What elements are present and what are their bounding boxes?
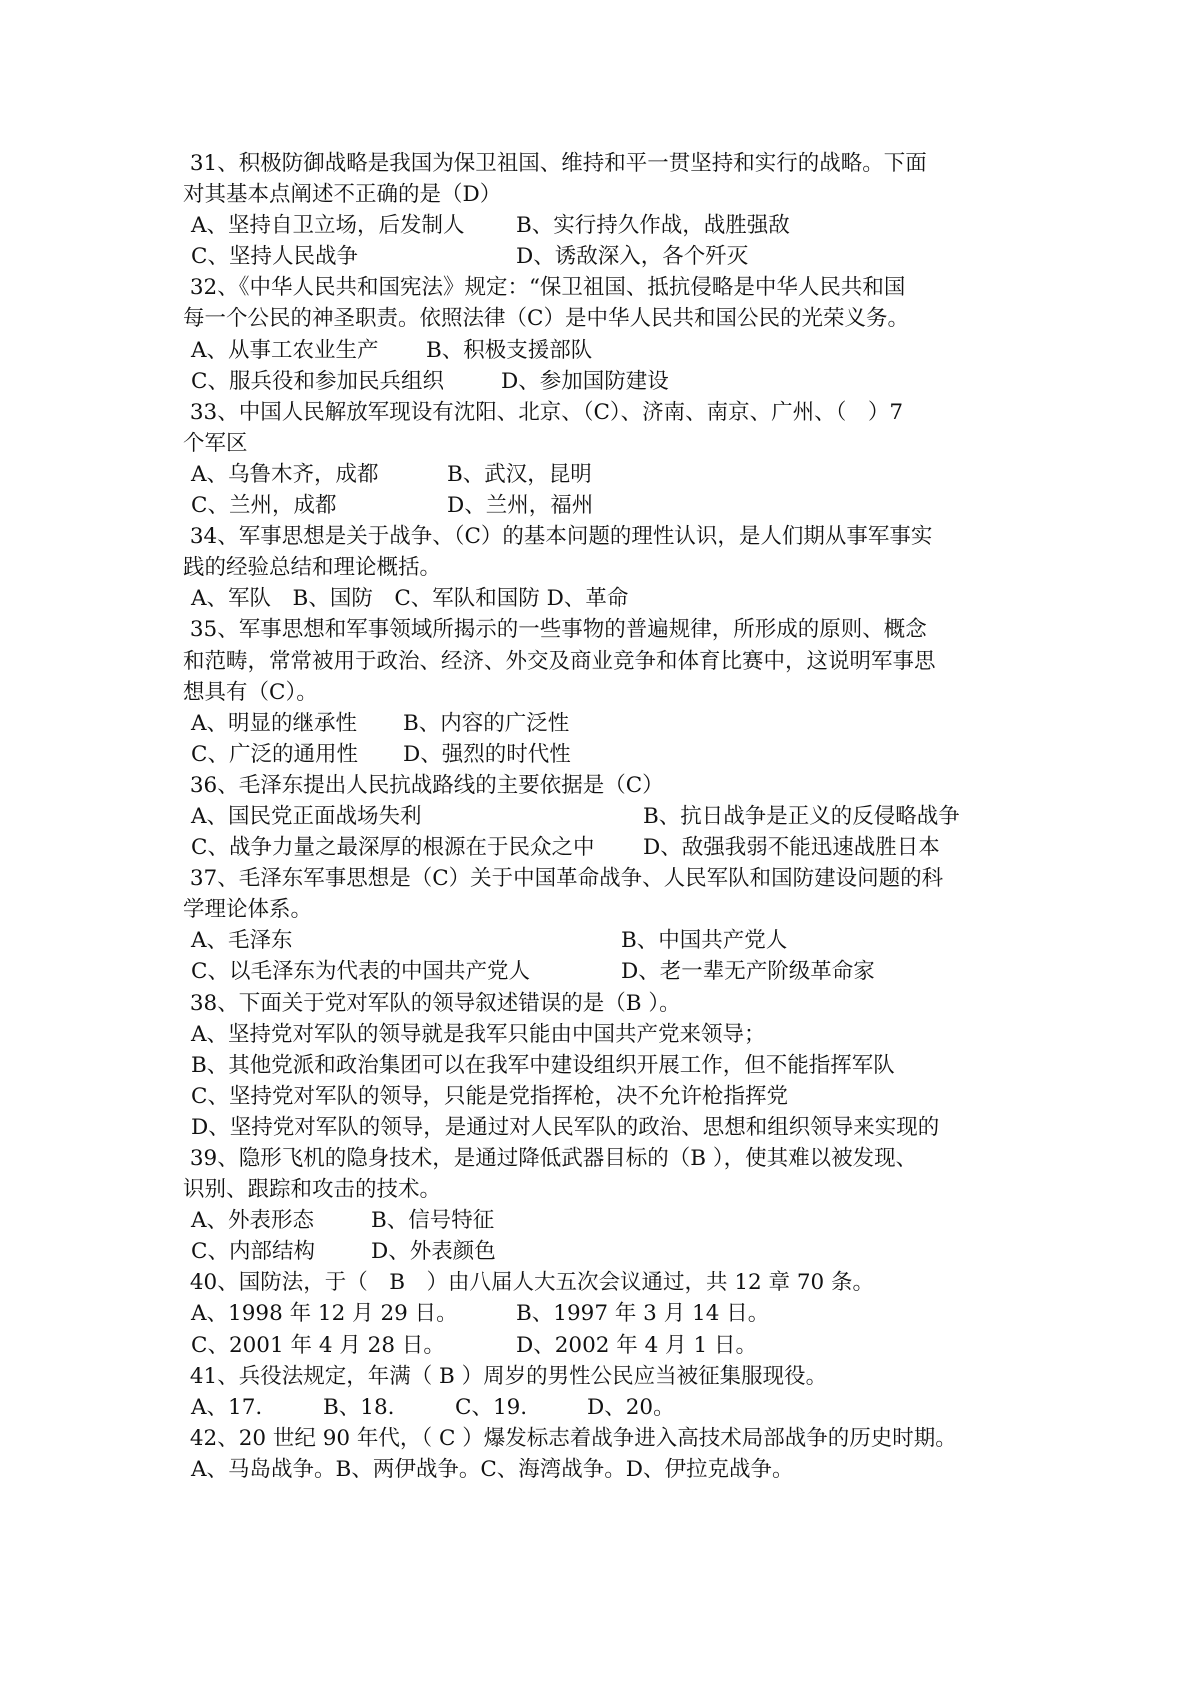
question-37-options-row-2 <box>183 956 1033 987</box>
option-c: C、服兵役和参加民兵组织 <box>191 368 444 394</box>
option-b: B、积极支援部队 <box>426 337 593 363</box>
question-37-line-1: 37、毛泽东军事思想是（C）关于中国革命战争、人民军队和国防建设问题的科 <box>183 866 944 892</box>
question-32-line-1: 32、《中华人民共和国宪法》规定：“保卫祖国、抵抗侵略是中华人民共和国 <box>183 275 906 301</box>
question-36-options-row-2 <box>183 832 1033 863</box>
option-d: D、2002 年 4 月 1 日。 <box>516 1332 757 1358</box>
option-a: A、17. <box>191 1394 263 1420</box>
option-c: C、内部结构 <box>191 1239 315 1265</box>
question-31-options-row-1 <box>183 210 1033 241</box>
option-d: D、老一辈无产阶级革命家 <box>621 959 875 985</box>
question-33-options-row-2 <box>183 490 1033 521</box>
option-c: C、以毛泽东为代表的中国共产党人 <box>191 959 530 985</box>
question-32-line-2: 每一个公民的神圣职责。依照法律（C）是中华人民共和国公民的光荣义务。 <box>183 306 909 332</box>
question-34-options: A、军队 B、国防 C、军队和国防 D、革命 <box>191 586 629 612</box>
question-36-line-1: 36、毛泽东提出人民抗战路线的主要依据是（C） <box>183 772 664 798</box>
option-d: D、参加国防建设 <box>501 368 669 394</box>
question-32-options-row-1 <box>183 335 1033 366</box>
question-39-line-1: 39、隐形飞机的隐身技术，是通过降低武器目标的（B ），使其难以被发现、 <box>183 1146 918 1171</box>
option-a: A、明显的继承性 <box>191 710 358 736</box>
option-a: A、外表形态 <box>191 1208 315 1234</box>
option-d: D、强烈的时代性 <box>403 741 571 767</box>
question-37-options-row-1 <box>183 925 1033 956</box>
question-40-options-row-1 <box>183 1298 1033 1329</box>
option-a: A、坚持自卫立场，后发制人 <box>191 213 465 239</box>
question-41-options <box>183 1392 1033 1423</box>
option-b: B、中国共产党人 <box>621 928 788 954</box>
option-a: A、毛泽东 <box>191 928 293 954</box>
question-33-options-row-1 <box>183 459 1033 490</box>
question-38-line-1: 38、下面关于党对军队的领导叙述错误的是（B ）。 <box>183 990 681 1016</box>
option-a: A、从事工农业生产 <box>191 337 379 363</box>
option-b: B、1997 年 3 月 14 日。 <box>516 1301 770 1327</box>
option-d: D、兰州，福州 <box>447 493 594 519</box>
question-36-options-row-1 <box>183 801 1033 832</box>
option-d: D、坚持党对军队的领导，是通过对人民军队的政治、思想和组织领导来实现的 <box>191 1114 940 1140</box>
question-37-line-2: 学理论体系。 <box>183 897 313 923</box>
question-34-line-1: 34、军事思想是关于战争、（C）的基本问题的理性认识，是人们期从事军事实 <box>183 524 933 550</box>
option-b: B、18. <box>323 1394 395 1420</box>
question-39-line-2: 识别、跟踪和攻击的技术。 <box>183 1177 442 1203</box>
option-c: C、坚持党对军队的领导，只能是党指挥枪，决不允许枪指挥党 <box>191 1083 788 1109</box>
question-31-line-2: 对其基本点阐述不正确的是（D） <box>183 182 502 208</box>
option-d: D、外表颜色 <box>371 1239 496 1265</box>
option-d: D、20。 <box>587 1394 675 1420</box>
question-41-line-1: 41、兵役法规定，年满（ B ）周岁的男性公民应当被征集服现役。 <box>183 1363 828 1389</box>
option-c: C、19. <box>455 1394 528 1420</box>
option-b: B、武汉，昆明 <box>447 461 592 487</box>
option-b: B、抗日战争是正义的反侵略战争 <box>643 803 960 829</box>
question-39-options-row-1 <box>183 1205 1033 1236</box>
question-31-options-row-2 <box>183 241 1033 272</box>
option-b: B、信号特征 <box>371 1208 495 1234</box>
option-d: D、敌强我弱不能迅速战胜日本 <box>643 835 940 861</box>
option-c: C、坚持人民战争 <box>191 244 358 270</box>
option-a: A、坚持党对军队的领导就是我军只能由中国共产党来领导； <box>191 1021 766 1047</box>
question-33-line-2: 个军区 <box>183 430 248 456</box>
question-35-options-row-2 <box>183 739 1033 770</box>
question-40-line-1: 40、国防法，于（ B ）由八届人大五次会议通过，共 12 章 70 条。 <box>183 1270 875 1296</box>
option-b: B、实行持久作战，战胜强敌 <box>516 213 790 239</box>
question-31-line-1: 31、积极防御战略是我国为保卫祖国、维持和平一贯坚持和实行的战略。下面 <box>183 151 927 176</box>
option-a: A、国民党正面战场失利 <box>191 803 422 829</box>
question-35-line-2: 和范畴，常常被用于政治、经济、外交及商业竞争和体育比赛中，这说明军事思 <box>183 648 936 674</box>
question-42-options: A、马岛战争。B、两伊战争。C、海湾战争。D、伊拉克战争。 <box>191 1456 794 1482</box>
option-c: C、广泛的通用性 <box>191 741 358 767</box>
option-b: B、其他党派和政治集团可以在我军中建设组织开展工作，但不能指挥军队 <box>191 1052 895 1078</box>
question-35-options-row-1 <box>183 708 1033 739</box>
question-32-options-row-2 <box>183 366 1033 397</box>
question-33-line-1: 33、中国人民解放军现设有沈阳、北京、（C）、济南、南京、广州、（ ）7 <box>183 399 904 425</box>
option-c: C、战争力量之最深厚的根源在于民众之中 <box>191 835 595 861</box>
question-40-options-row-2 <box>183 1330 1033 1361</box>
question-39-options-row-2 <box>183 1236 1033 1267</box>
question-35-line-1: 35、军事思想和军事领域所揭示的一些事物的普遍规律，所形成的原则、概念 <box>183 617 927 643</box>
question-42-line-1: 42、20 世纪 90 年代，（ C ）爆发标志着战争进入高技术局部战争的历史时期。 <box>183 1425 957 1451</box>
option-b: B、内容的广泛性 <box>403 710 570 736</box>
option-d: D、诱敌深入，各个歼灭 <box>516 244 749 270</box>
question-list <box>183 148 1033 1485</box>
option-a: A、1998 年 12 月 29 日。 <box>191 1301 458 1327</box>
option-c: C、2001 年 4 月 28 日。 <box>191 1332 445 1358</box>
option-c: C、兰州，成都 <box>191 493 337 519</box>
question-35-line-3: 想具有（C）。 <box>183 679 318 705</box>
question-34-line-2: 践的经验总结和理论概括。 <box>183 555 442 581</box>
option-a: A、乌鲁木齐，成都 <box>191 461 379 487</box>
